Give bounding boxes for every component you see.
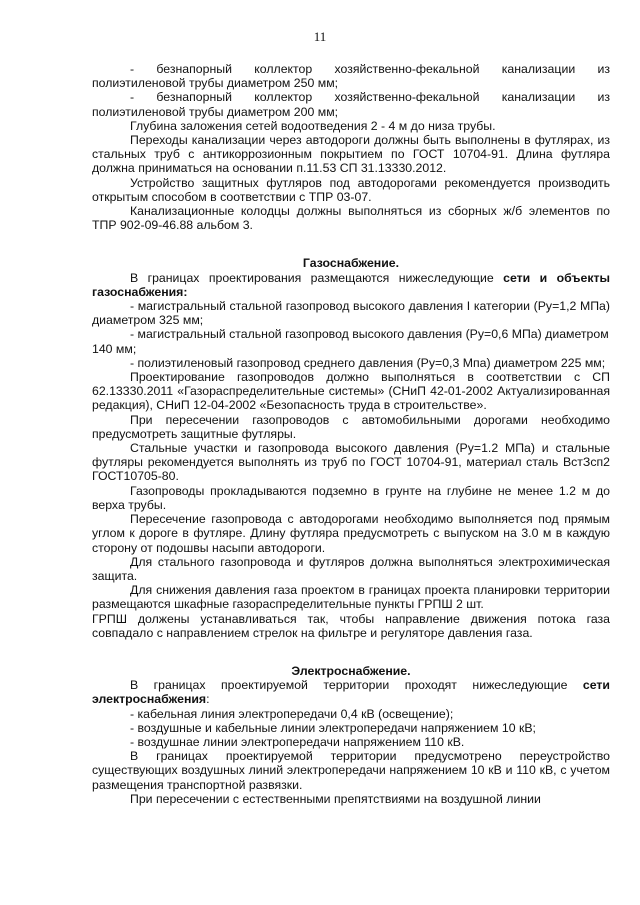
power-item-2: - воздушные и кабельные линии электропередачи напряжением 10 кВ; (130, 720, 536, 735)
power-obstacles: При пересечении с естественными препятствиями на воздушной линии (130, 791, 541, 806)
gas-road-crossing: При пересечении газопроводов с автомобильными дорогами необходимо предусмотреть защитные футляры. (92, 412, 610, 441)
power-item-1: - кабельная линия электропередачи 0,4 кВ (освещение); (130, 706, 454, 721)
gas-crossing-angle: Пересечение газопровода с автодорогами необходимо выполняется под прямым углом к дороге в футляре. Длину футляра предусмотреть с выпуском на 3.0 м в каждую сторону от подошвы насыпи автодороги. (92, 512, 610, 555)
power-reconstruction: В границах проектируемой территории предусмотрено переустройство существующих воздушных линий электропередачи напряжением 10 кВ и 110 кВ, с учетом размещения транспортной развязки. (92, 749, 610, 792)
section-gap (92, 232, 610, 256)
page-content (92, 62, 610, 806)
sewer-item-200: - безнапорный коллектор хозяйственно-фекальной канализации из полиэтиленовой трубы диаметром 200 мм; (92, 90, 610, 119)
power-heading: Электроснабжение. (291, 663, 411, 678)
gas-steel-pipes: Стальные участки и газопровода высокого давления (Ру=1.2 МПа) и стальные футляры рекомендуется выполнять из труб по ГОСТ 10704-91, материал сталь ВстЗсп2 ГОСТ10705-80. (92, 441, 610, 484)
gas-depth: Газопроводы прокладываются подземно в грунте на глубине не менее 1.2 м до верха трубы. (92, 483, 610, 512)
sewer-sleeves: Устройство защитных футляров под автодорогами рекомендуется производить открытым способом в соответствии с ТПР 03-07. (92, 175, 610, 204)
power-intro: В границах проектируемой территории проходят нижеследующие сети электроснабжения: (92, 678, 610, 707)
gas-item-1: - магистральный стальной газопровод высокого давления I категории (Ру=1,2 МПа) диаметром 325 мм; (92, 299, 610, 328)
gas-item-2: - магистральный стальной газопровод высокого давления (Ру=0,6 МПа) диаметром (130, 327, 609, 342)
section-gap (92, 640, 610, 664)
sewer-wells: Канализационные колодцы должны выполняться из сборных ж/б элементов по ТПР 902-09-46.88 альбом 3. (92, 204, 610, 233)
gas-grpsh-install: ГРПШ должены устанавливаться так, чтобы направление движения потока газа совпадало с направлением стрелок на фильтре и регуляторе давления газа. (92, 611, 610, 640)
sewer-item-250: - безнапорный коллектор хозяйственно-фекальной канализации из полиэтиленовой трубы диаметром 250 мм; (92, 62, 610, 91)
page-number: 11 (313, 29, 327, 44)
sewer-crossings: Переходы канализации через автодороги должны быть выполнены в футлярах, из стальных труб с антикоррозионным покрытием по ГОСТ 10704-91. Длина футляра должна приниматься на основании п.11.53 СП 31.13330.2012. (92, 133, 610, 176)
gas-intro: В границах проектирования размещаются нижеследующие сети и объекты газоснабжения: (92, 270, 610, 299)
gas-item-2-cont: 140 мм; (92, 341, 137, 356)
sewer-depth: Глубина заложения сетей водоотведения 2 - 4 м до низа трубы. (130, 118, 496, 133)
gas-heading: Газоснабжение. (302, 256, 400, 271)
gas-item-3: - полиэтиленовый газопровод среднего давления (Ру=0,3 Мпа) диаметром 225 мм; (130, 355, 606, 370)
gas-grpsh: Для снижения давления газа проектом в границах проекта планировки территории размещаются шкафные газораспределительные пункты ГРПШ 2 шт. (92, 583, 610, 612)
gas-ecp: Для стального газопровода и футляров должна выполняться электрохимическая защита. (92, 554, 610, 583)
gas-design-norms: Проектирование газопроводов должно выполняться в соответствии с СП 62.13330.2011 «Газораспределительные системы» (СНиП 42-01-2002 Актуализированная редакция), СНиП 12-04-2002 «Безопасность труда в строительстве». (92, 370, 610, 413)
power-item-3: - воздушнае линии электропередачи напряжением 110 кВ. (130, 734, 465, 749)
